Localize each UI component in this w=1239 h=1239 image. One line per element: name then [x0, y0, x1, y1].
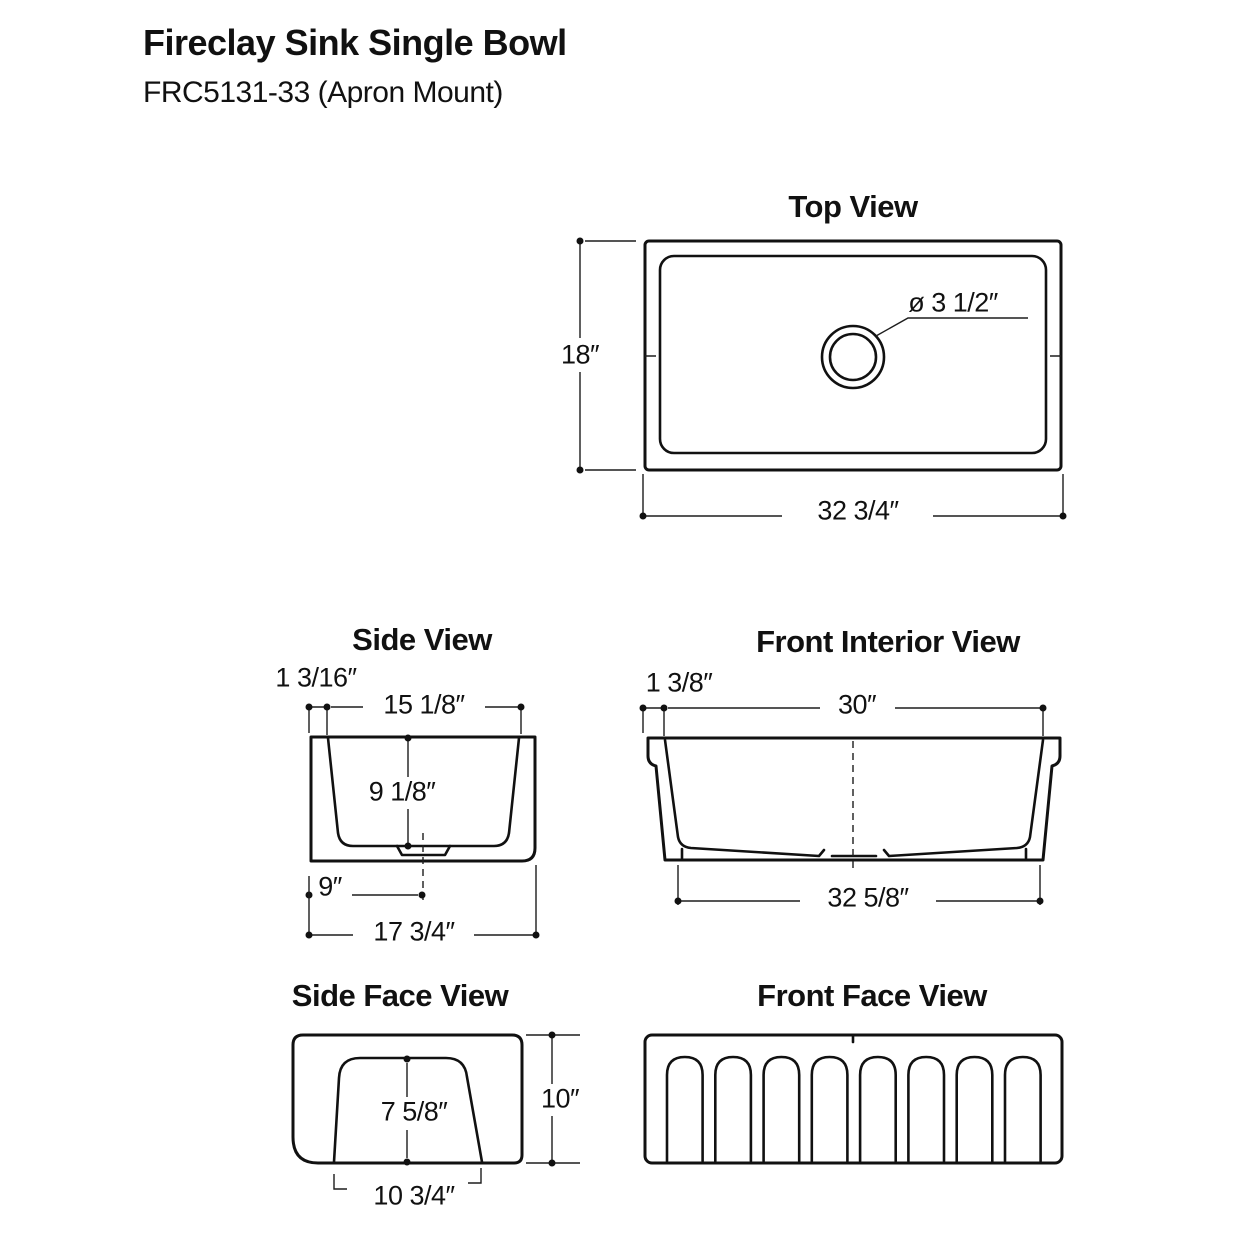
front-face-flute [1005, 1057, 1041, 1161]
drain-leader-line [876, 318, 1028, 336]
dim-side-lip: 1 3/16″ [275, 662, 357, 693]
dim-fi-outer-width: 32 5/8″ [827, 882, 909, 913]
front-interior-right-wall [884, 740, 1043, 856]
dim-sf-bottom-width: 10 3/4″ [373, 1180, 455, 1211]
side-view-drawing [306, 704, 540, 939]
dim-sf-height: 10″ [540, 1083, 580, 1114]
front-interior-view-drawing [640, 705, 1061, 906]
front-face-flute [860, 1057, 896, 1161]
front-face-flute [908, 1057, 944, 1161]
dim-top-height: 18″ [560, 339, 600, 370]
front-interior-view-title: Front Interior View [756, 624, 1020, 659]
top-view-inner-bowl [660, 256, 1046, 453]
dim-side-inner-width: 15 1/8″ [383, 689, 465, 720]
front-face-flute [764, 1057, 800, 1161]
dim-fi-inner-width: 30″ [837, 689, 877, 720]
top-view-outer-rim [645, 241, 1061, 470]
front-face-flute [715, 1057, 751, 1161]
page-title: Fireclay Sink Single Bowl [143, 22, 567, 63]
dim-drain-diameter: ø 3 1/2″ [908, 287, 998, 318]
front-face-panel [645, 1035, 1062, 1163]
drain-inner-circle [830, 334, 876, 380]
side-face-view-title: Side Face View [291, 978, 509, 1013]
model-number: FRC5131-33 (Apron Mount) [143, 76, 503, 109]
front-interior-left-wall [665, 740, 824, 856]
front-face-flute [667, 1057, 703, 1161]
front-face-view-title: Front Face View [757, 978, 987, 1013]
front-face-view-drawing [645, 1035, 1062, 1163]
top-view-drawing [577, 238, 1067, 520]
front-interior-outer-profile [648, 738, 1060, 860]
front-face-flute [957, 1057, 993, 1161]
dim-sf-arch-height: 7 5/8″ [380, 1096, 448, 1127]
front-face-flute [812, 1057, 848, 1161]
dim-side-depth: 9 1/8″ [368, 776, 436, 807]
dim-side-drain-offset: 9″ [318, 871, 342, 902]
top-view-title: Top View [788, 189, 918, 224]
dim-top-width: 32 3/4″ [817, 495, 899, 526]
front-face-arches [667, 1057, 1041, 1161]
side-view-title: Side View [352, 622, 492, 657]
dim-side-outer-width: 17 3/4″ [373, 916, 455, 947]
dim-fi-lip: 1 3/8″ [645, 667, 713, 698]
